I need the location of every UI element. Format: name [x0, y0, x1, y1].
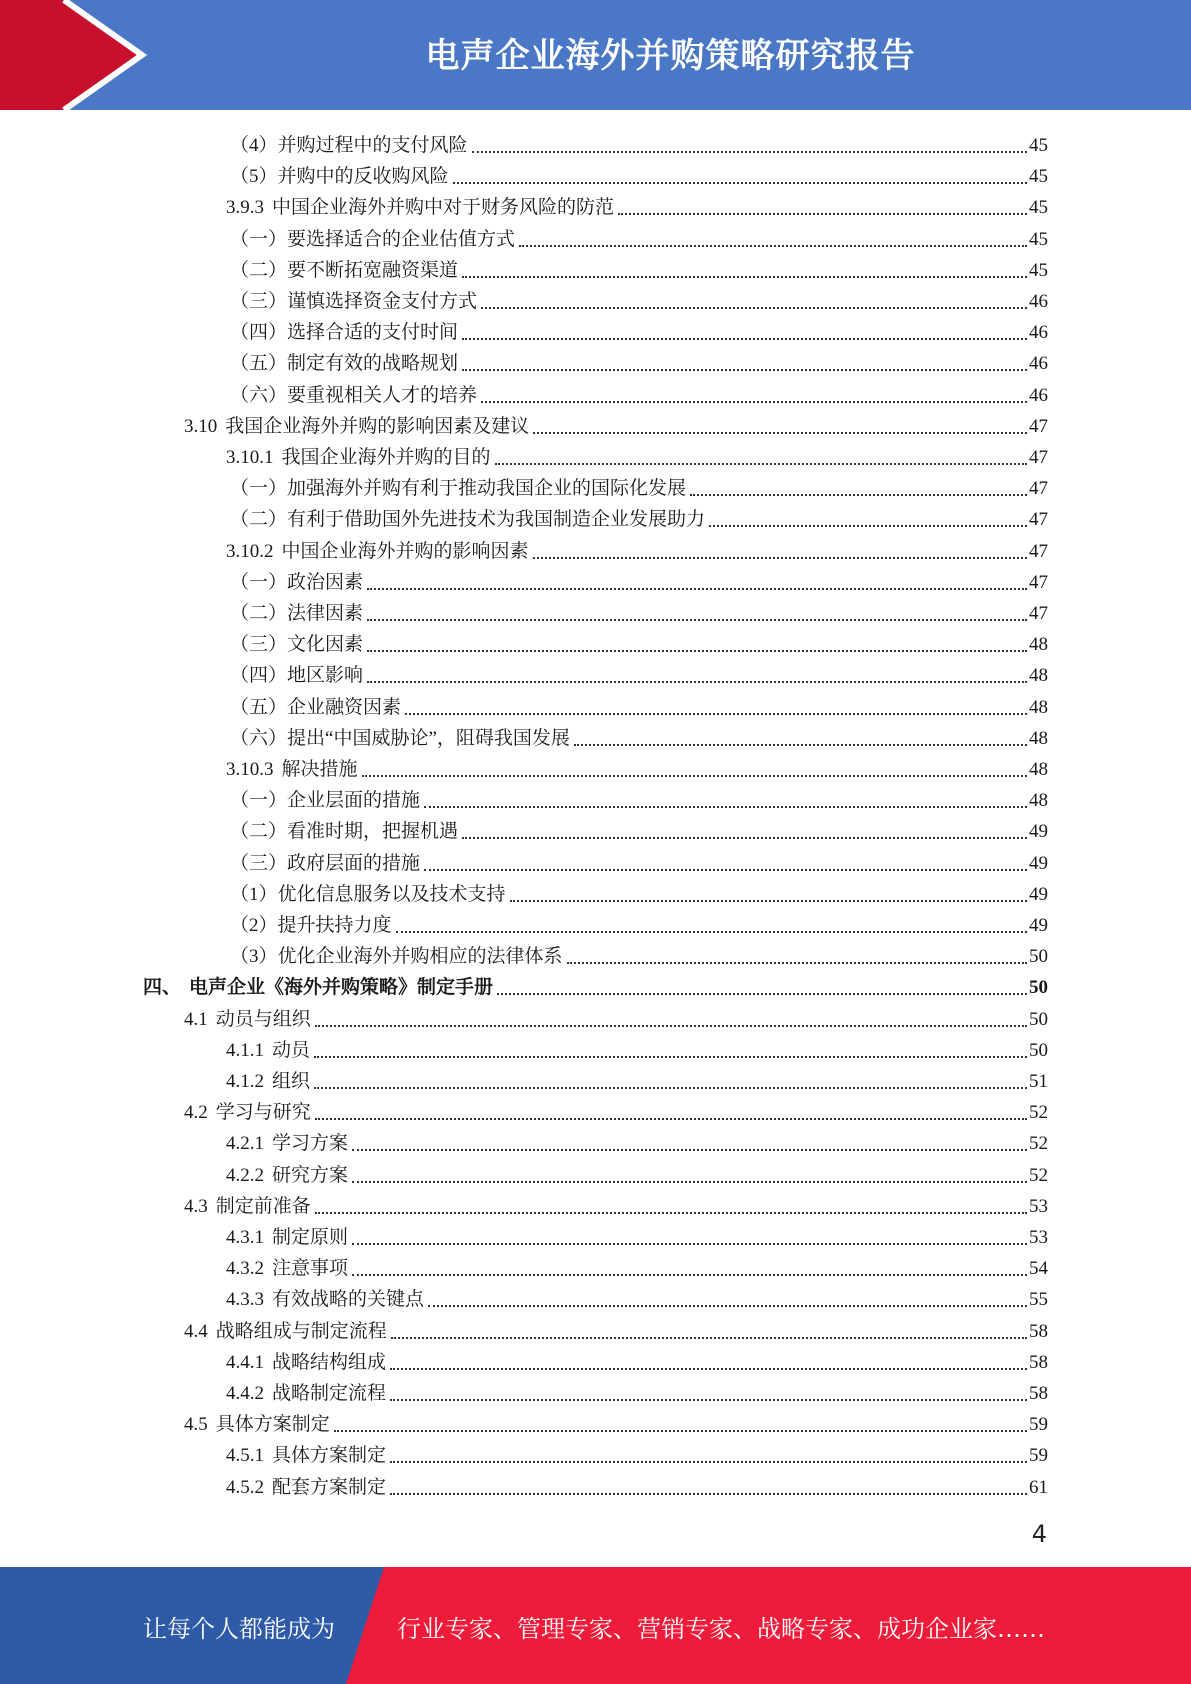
toc-dot-leader [315, 1096, 1027, 1120]
toc-entry[interactable] [230, 565, 1048, 596]
toc-entry-title: 学习与研究 [215, 1102, 311, 1124]
red-chevron-decoration [0, 0, 160, 110]
toc-entry-title: 我国企业海外并购的影响因素及建议 [225, 415, 530, 437]
toc-dot-leader [314, 1034, 1027, 1058]
toc-entry-page: 48 [1029, 759, 1048, 780]
toc-dot-leader [495, 441, 1027, 465]
toc-entry-title: 地区影响 [287, 665, 364, 687]
toc-entry-title: 配套方案制定 [272, 1476, 387, 1498]
toc-entry-title: 研究方案 [272, 1164, 349, 1186]
toc-entry-title: 并购过程中的支付风险 [277, 135, 468, 156]
toc-entry-title: 组织 [272, 1071, 311, 1092]
toc-entry-page: 47 [1029, 447, 1048, 468]
footer-slogan-left: 让每个人都能成为 [143, 1615, 335, 1643]
footer-slogan-right: 行业专家、管理专家、营销专家、战略专家、成功企业家…… [397, 1615, 1045, 1643]
toc-entry[interactable] [230, 471, 1048, 502]
toc-entry-title: 并购中的反收购风险 [277, 166, 449, 188]
toc-entry-number: 4.2.1 [226, 1133, 264, 1155]
toc-entry-page: 47 [1029, 571, 1048, 593]
document-title: 电声企业海外并购策略研究报告 [425, 36, 916, 76]
toc-entry-title: 要重视相关人才的培养 [287, 384, 478, 406]
toc-entry-title: 提出“中国威胁论”，阻碍我国发展 [287, 727, 570, 749]
toc-entry-number: （二） [230, 821, 288, 843]
toc-dot-leader [396, 909, 1027, 933]
toc-dot-leader [390, 1439, 1027, 1463]
toc-entry[interactable] [230, 222, 1048, 253]
toc-entry-page: 50 [1029, 977, 1048, 999]
toc-entry-number: （六） [230, 384, 288, 406]
toc-entry-page: 58 [1029, 1351, 1048, 1373]
toc-entry[interactable] [230, 939, 1048, 970]
toc-entry[interactable] [230, 877, 1048, 908]
toc-entry-title: 谨慎选择资金支付方式 [287, 291, 478, 312]
toc-entry-number: （1） [230, 883, 278, 905]
page-number: 4 [1031, 1520, 1047, 1548]
toc-entry-number: 4.3.2 [226, 1258, 264, 1280]
toc-entry[interactable] [230, 596, 1048, 627]
toc-entry-title: 解决措施 [281, 759, 358, 780]
toc-dot-leader [481, 379, 1027, 403]
toc-entry-title: 要不断拓宽融资渠道 [287, 259, 459, 281]
toc-dot-leader [574, 722, 1027, 746]
toc-entry-title: 有效战略的关键点 [272, 1289, 425, 1311]
toc-entry-number: 3.10 [184, 415, 218, 437]
toc-entry-title: 我国企业海外并购的目的 [281, 447, 491, 468]
toc-entry-title: 加强海外并购有利于推动我国企业的国际化发展 [287, 478, 687, 500]
toc-dot-leader [533, 535, 1027, 559]
toc-entry-number: （五） [230, 353, 288, 375]
toc-entry[interactable] [230, 253, 1048, 284]
toc-entry-number: （2） [230, 915, 278, 936]
toc-dot-leader [352, 1221, 1027, 1245]
toc-dot-leader [690, 472, 1027, 496]
toc-entry-number: 4.5 [184, 1414, 208, 1436]
toc-dot-leader [367, 659, 1027, 683]
toc-entry-number: （5） [230, 166, 278, 188]
toc-entry[interactable] [226, 1126, 1048, 1157]
toc-dot-leader [709, 503, 1027, 527]
toc-dot-leader [510, 878, 1027, 902]
toc-entry[interactable] [226, 1376, 1048, 1407]
toc-entry-number: （三） [230, 291, 288, 312]
toc-entry-number: 4.1.1 [226, 1039, 264, 1061]
toc-entry-title: 注意事项 [272, 1258, 349, 1280]
toc-entry-title: 有利于借助国外先进技术为我国制造企业发展助力 [287, 509, 706, 531]
toc-entry-number: （一） [230, 571, 288, 593]
toc-entry[interactable] [184, 1095, 1048, 1126]
toc-entry-page: 45 [1029, 166, 1048, 188]
toc-entry-page: 49 [1029, 821, 1048, 843]
toc-entry[interactable] [226, 1158, 1048, 1189]
toc-entry[interactable] [226, 1345, 1048, 1376]
toc-entry-number: 4.3.1 [226, 1227, 264, 1248]
toc-entry[interactable] [226, 1251, 1048, 1282]
toc-entry-number: 3.10.3 [226, 759, 274, 780]
toc-dot-leader [497, 971, 1027, 995]
page-header [0, 0, 1191, 110]
toc-entry[interactable] [230, 908, 1048, 939]
toc-dot-leader [472, 129, 1027, 153]
toc-entry-number: （四） [230, 665, 288, 687]
toc-entry-number: 4.3 [184, 1195, 208, 1217]
toc-entry-title: 要选择适合的企业估值方式 [287, 228, 516, 250]
toc-entry-title: 优化企业海外并购相应的法律体系 [277, 946, 563, 968]
toc-entry-number: （三） [230, 852, 288, 874]
toc-dot-leader [367, 628, 1027, 652]
toc-entry-page: 48 [1029, 634, 1048, 656]
toc-entry-page: 49 [1029, 852, 1048, 874]
toc-entry[interactable] [226, 1438, 1048, 1469]
toc-entry-page: 61 [1029, 1476, 1048, 1498]
toc-entry[interactable] [230, 846, 1048, 877]
toc-entry-title: 动员与组织 [215, 1008, 311, 1030]
toc-dot-leader [481, 285, 1027, 309]
toc-entry-title: 战略结构组成 [272, 1351, 387, 1373]
toc-entry-title: 具体方案制定 [272, 1445, 387, 1467]
toc-dot-leader [424, 847, 1027, 871]
toc-entry-page: 59 [1029, 1445, 1048, 1467]
toc-dot-leader [362, 753, 1027, 777]
toc-entry[interactable] [226, 1282, 1048, 1313]
toc-entry-page: 55 [1029, 1289, 1048, 1311]
toc-entry-number: 4.2 [184, 1102, 208, 1124]
toc-entry-number: （五） [230, 696, 288, 718]
toc-entry-number: 3.10.1 [226, 447, 274, 468]
toc-entry[interactable] [226, 440, 1048, 471]
toc-entry-number: 4.1.2 [226, 1071, 264, 1092]
toc-entry-page: 47 [1029, 603, 1048, 624]
toc-entry-number: （二） [230, 509, 288, 531]
toc-entry-title: 选择合适的支付时间 [287, 322, 459, 344]
toc-entry-title: 动员 [272, 1039, 311, 1061]
toc-entry-title: 政治因素 [287, 571, 364, 593]
toc-entry-page: 53 [1029, 1227, 1048, 1248]
toc-entry[interactable] [230, 315, 1048, 346]
toc-dot-leader [428, 1283, 1027, 1307]
toc-entry[interactable] [184, 409, 1048, 440]
toc-dot-leader [314, 1065, 1027, 1089]
toc-entry-title: 企业层面的措施 [287, 790, 421, 812]
toc-entry[interactable] [226, 1220, 1048, 1251]
toc-entry-page: 51 [1029, 1071, 1048, 1092]
toc-entry-page: 45 [1029, 228, 1048, 250]
toc-entry-title: 战略制定流程 [272, 1383, 387, 1404]
toc-entry[interactable] [226, 534, 1048, 565]
toc-entry[interactable] [230, 814, 1048, 845]
toc-entry-number: （四） [230, 322, 288, 344]
toc-entry-page: 48 [1029, 727, 1048, 749]
toc-entry[interactable] [184, 1314, 1048, 1345]
toc-entry[interactable] [184, 1002, 1048, 1033]
toc-entry-page: 58 [1029, 1383, 1048, 1404]
toc-entry-page: 49 [1029, 915, 1048, 936]
toc-entry-title: 中国企业海外并购的影响因素 [281, 540, 529, 562]
toc-entry-page: 46 [1029, 322, 1048, 344]
toc-dot-leader [462, 316, 1027, 340]
toc-entry-title: 学习方案 [272, 1133, 349, 1155]
toc-entry-page: 59 [1029, 1414, 1048, 1436]
toc-entry-page: 45 [1029, 259, 1048, 281]
toc-dot-leader [390, 1377, 1027, 1401]
toc-entry-page: 48 [1029, 665, 1048, 687]
toc-entry[interactable] [230, 159, 1048, 190]
toc-dot-leader [352, 1127, 1027, 1151]
toc-entry-page: 52 [1029, 1102, 1048, 1124]
toc-dot-leader [519, 223, 1027, 247]
toc-entry[interactable] [226, 190, 1048, 221]
toc-entry-page: 50 [1029, 1008, 1048, 1030]
toc-entry-page: 47 [1029, 415, 1048, 437]
toc-entry-title: 制定原则 [272, 1227, 349, 1248]
toc-entry-title: 企业融资因素 [287, 696, 402, 718]
toc-entry[interactable] [226, 752, 1048, 783]
toc-entry-number: （一） [230, 478, 288, 500]
toc-dot-leader [391, 1315, 1027, 1339]
toc-entry[interactable] [230, 502, 1048, 533]
toc-entry-title: 政府层面的措施 [287, 852, 421, 874]
toc-entry-page: 54 [1029, 1258, 1048, 1280]
toc-entry-number: （二） [230, 259, 288, 281]
toc-entry-number: 4.1 [184, 1008, 208, 1030]
toc-entry[interactable] [184, 1407, 1048, 1438]
toc-entry-page: 45 [1029, 135, 1048, 156]
toc-entry-page: 46 [1029, 384, 1048, 406]
toc-entry-number: （三） [230, 634, 288, 656]
toc-entry-title: 看准时期，把握机遇 [287, 821, 459, 843]
toc-dot-leader [462, 254, 1027, 278]
toc-dot-leader [462, 347, 1027, 371]
toc-entry-number: 四、 [143, 977, 182, 999]
toc-entry[interactable] [226, 1064, 1048, 1095]
toc-entry-page: 52 [1029, 1133, 1048, 1155]
toc-entry[interactable] [230, 128, 1048, 159]
toc-entry-page: 58 [1029, 1320, 1048, 1342]
toc-entry-title: 制定前准备 [215, 1195, 311, 1217]
toc-entry-number: 4.3.3 [226, 1289, 264, 1311]
toc-entry-number: 4.4.2 [226, 1383, 264, 1404]
toc-dot-leader [352, 1159, 1027, 1183]
toc-entry-title: 电声企业《海外并购策略》制定手册 [189, 977, 494, 999]
toc-entry-page: 50 [1029, 1039, 1048, 1061]
toc-entry-page: 50 [1029, 946, 1048, 968]
toc-entry-title: 具体方案制定 [215, 1414, 330, 1436]
toc-entry-number: 4.5.2 [226, 1476, 264, 1498]
toc-entry[interactable] [230, 378, 1048, 409]
toc-entry-number: （六） [230, 727, 288, 749]
toc-entry-number: 4.4.1 [226, 1351, 264, 1373]
toc-entry[interactable] [230, 284, 1048, 315]
toc-entry-page: 45 [1029, 197, 1048, 219]
toc-entry[interactable] [184, 1189, 1048, 1220]
toc-dot-leader [405, 691, 1027, 715]
toc-entry-page: 47 [1029, 540, 1048, 562]
toc-entry-title: 制定有效的战略规划 [287, 353, 459, 375]
toc-dot-leader [453, 160, 1027, 184]
toc-entry-number: （4） [230, 135, 278, 156]
toc-entry-page: 49 [1029, 883, 1048, 905]
toc-entry[interactable] [230, 658, 1048, 689]
toc-entry-number: 3.9.3 [226, 197, 264, 219]
toc-entry[interactable] [143, 970, 1048, 1001]
toc-dot-leader [367, 566, 1027, 590]
toc-dot-leader [352, 1252, 1027, 1276]
toc-entry-number: （二） [230, 603, 288, 624]
toc-entry[interactable] [230, 721, 1048, 752]
toc-dot-leader [424, 784, 1027, 808]
toc-dot-leader [533, 410, 1027, 434]
toc-entry-number: 4.4 [184, 1320, 208, 1342]
toc-dot-leader [462, 815, 1027, 839]
toc-entry-number: （一） [230, 228, 288, 250]
toc-entry-page: 47 [1029, 509, 1048, 531]
toc-entry-page: 46 [1029, 353, 1048, 375]
toc-entry-page: 48 [1029, 790, 1048, 812]
toc-dot-leader [390, 1471, 1027, 1495]
toc-entry-number: 4.5.1 [226, 1445, 264, 1467]
toc-entry-number: （3） [230, 946, 278, 968]
toc-entry-number: 4.2.2 [226, 1164, 264, 1186]
toc-dot-leader [618, 191, 1027, 215]
page-footer [0, 1567, 1191, 1684]
toc-dot-leader [334, 1408, 1027, 1432]
toc-entry[interactable] [230, 783, 1048, 814]
toc-entry-page: 53 [1029, 1195, 1048, 1217]
toc-entry[interactable] [226, 1033, 1048, 1064]
toc-entry-title: 中国企业海外并购中对于财务风险的防范 [272, 197, 615, 219]
toc-entry-page: 47 [1029, 478, 1048, 500]
toc-entry[interactable] [230, 627, 1048, 658]
toc-entry-title: 提升扶持力度 [277, 915, 392, 936]
toc-entry-title: 文化因素 [287, 634, 364, 656]
toc-dot-leader [567, 940, 1027, 964]
toc-dot-leader [367, 597, 1027, 621]
toc-entry-page: 48 [1029, 696, 1048, 718]
toc-entry-page: 52 [1029, 1164, 1048, 1186]
toc-entry-title: 法律因素 [287, 603, 364, 624]
toc-dot-leader [390, 1346, 1027, 1370]
toc-entry-title: 优化信息服务以及技术支持 [277, 883, 506, 905]
toc-entry[interactable] [230, 690, 1048, 721]
toc-entry[interactable] [230, 346, 1048, 377]
toc-entry-title: 战略组成与制定流程 [215, 1320, 387, 1342]
toc-entry-number: （一） [230, 790, 288, 812]
toc-entry-page: 46 [1029, 291, 1048, 312]
toc-entry[interactable] [226, 1470, 1048, 1501]
toc-dot-leader [315, 1003, 1027, 1027]
toc-entry-number: 3.10.2 [226, 540, 274, 562]
toc-dot-leader [315, 1190, 1027, 1214]
